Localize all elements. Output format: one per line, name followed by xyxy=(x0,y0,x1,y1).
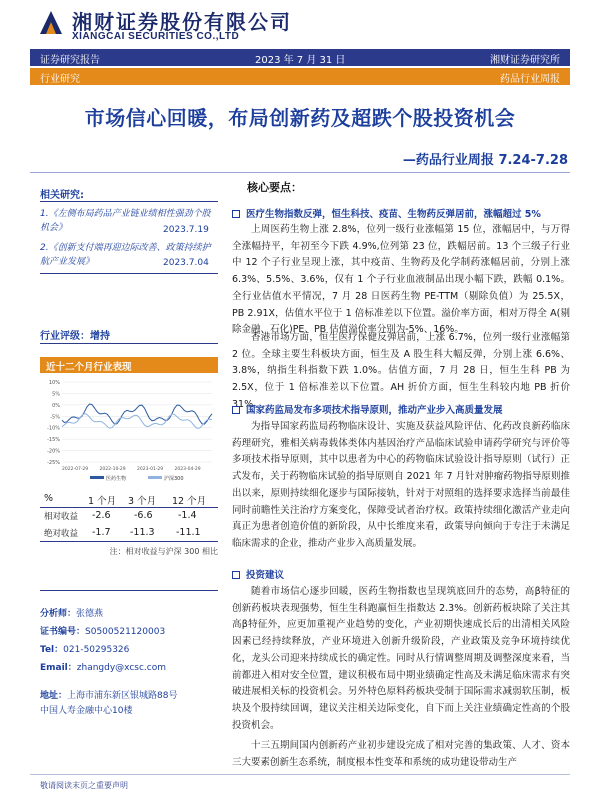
address-line xyxy=(40,688,218,701)
related-date-1: 2023.7.19 xyxy=(163,225,209,235)
email-link[interactable]: zhangdy@xcsc.com xyxy=(76,663,167,673)
related-item-1[interactable]: 1.《左侧布局药品产业链业绩相性强劲个股机会》 xyxy=(40,209,211,233)
performance-table xyxy=(40,491,218,542)
industry-performance-chart xyxy=(40,376,218,484)
header-band-secondary xyxy=(30,68,570,85)
paragraph-3: 为指导国家药监局药物临床设计、实施及获益风险评估、化药改良新药临床药理研究，雅相关病毒载体类体内基因治疗产品临床试验申请药学研究与评价等多项技术指导原则，其中以患者为中心的药物临床试验设计指导原则（试行）正式发布，关于药物临床试验的指导原则自 2021 年 7 月针对肿瘤药物指导原则推出以来，原则持续细化逐步与国际接轨，针对于对照组的选择要求选择当前最佳同时前瞻性关注治疗方案变化，保障受试者治疗权。政策持续细化激活产业走向真正为患者创造价值的新阶段，从中长维度来看，政策导向倾向于专注于未满足临床需求的企业，推动产业步入高质量发展。 xyxy=(232,421,570,549)
email-label: Email： xyxy=(40,663,77,673)
analyst-name-line xyxy=(40,606,218,619)
row-label: 相对收益 xyxy=(44,512,79,522)
address-line-2: 中国人寿金融中心10楼 xyxy=(40,706,133,716)
related-research-heading: 相关研究: xyxy=(40,190,84,201)
y-tick-label: -10% xyxy=(47,425,60,432)
cert-line xyxy=(40,624,218,637)
bullet-title-2: 国家药监局发布多项技术指导原则，推动产业步入高质量发展 xyxy=(246,405,503,416)
paragraph-2: 香港市场方面，恒生医疗保健反弹居前，上涨 6.7%，位列一级行业涨幅第 2 位。全球主要生科板块方面，恒生及 A 股生科大幅反弹，分别上涨 6.6%、3.8%，纳指生科指数下跌 1.0%。估值方面，7 月 28 日，恒生生科 PB 为 2.5X，位于 1 倍标准差以下位置。AH 折价方面，恒生生科较内地 PB 折价 31%。 xyxy=(232,332,570,410)
cert-label: 证书编号： xyxy=(40,627,86,637)
phone-line xyxy=(40,642,218,655)
table-cell: -6.6 xyxy=(134,510,153,521)
table-header: % xyxy=(44,493,54,504)
table-row xyxy=(40,508,218,525)
bullet-heading-2 xyxy=(232,402,503,416)
related-date-2: 2023.7.04 xyxy=(163,258,209,268)
institute-name: 湘财证券研究所 xyxy=(490,55,560,66)
table-cell: -1.7 xyxy=(92,527,111,538)
address-line-1: 上海市浦东新区银城路88号 xyxy=(67,691,178,701)
bullet-title-1: 医疗生物指数反弹，恒生科技、疫苗、生物药反弹居前，涨幅超过 5% xyxy=(246,209,541,220)
table-row xyxy=(40,525,218,542)
x-axis xyxy=(62,466,201,472)
y-tick-label: -20% xyxy=(47,448,60,455)
chart-gridlines xyxy=(62,382,212,462)
related-bottom-divider xyxy=(40,273,218,274)
bullet-heading-1 xyxy=(232,206,541,220)
paragraph-4: 随着市场信心逐步回暖，医药生物指数也呈现筑底回升的态势，高β特征的创新药板块表现强势，恒生生科跑赢恒生指数达 2.3%。创新药板块除了关注其高β特征外，应更加重视产业趋势的变化，产业初期快速成长后的出清相关风险因素已经持续释放，产业环境进入创新升级阶段，产业政策及竞争环境持续优化，龙头公司迎来持续成长的确定性。同时从行情调整周期及调整深度来看，当前都进入相对安全位置，建议积极布局中期业绩确定性高及未满足临床需求有突破进展相关标的投资机会。另外特色原料药板块受制于国际需求减弱软压制，板块及个股持续回调，建议关注相关边际变化，自下而上关注业绩确定性高的个股投资机会。 xyxy=(232,586,570,731)
x-tick-label: 2023-04-29 xyxy=(174,467,201,472)
analyst-divider xyxy=(40,590,218,591)
report-series: 药品行业周报 xyxy=(500,74,560,85)
chart-legend xyxy=(90,475,184,482)
report-subtitle: —药品行业周报 7.24-7.28 xyxy=(402,153,568,168)
series-line-csi300 xyxy=(62,414,212,429)
paragraph-1: 上周医药生物上涨 2.8%，位列一级行业涨幅第 15 位，涨幅居中，与万得全涨幅持平，年初至今下跌 4.9%,位列第 23 位，跌幅居前。13 个三级子行业中 12 个子行业呈现上涨，其中疫苗、生物药及化学制药涨幅居前，分别上涨 6.3%、5.5%、3.6%，仅有 1 个子行业血液制品出现小幅下跌，跌幅 0.1%。全行业估值水平情况，7 月 28 日医药生物 PE-TTM（剔除负值）为 25.5X， PB 2.91X，估值水平位于 1 倍标准差以下位置。溢价率方面，相对万得全 A(剔除金融、石化)PE、PB 估值溢价率分别为-5%、16%。 xyxy=(232,224,570,336)
table-cell: -1.4 xyxy=(178,510,197,521)
phone-number: 021-50295326 xyxy=(63,645,130,655)
y-tick-label: 0% xyxy=(52,402,60,409)
table-header: 1 个月 xyxy=(88,496,117,507)
checkbox-icon xyxy=(232,406,240,414)
analyst-label: 分析师： xyxy=(40,609,77,619)
email-line xyxy=(40,660,218,673)
title-divider xyxy=(30,172,570,173)
table-cell: -2.6 xyxy=(92,510,111,521)
y-axis xyxy=(47,380,60,466)
table-header: 3 个月 xyxy=(128,496,157,507)
header-band-primary xyxy=(30,49,570,66)
legend-label-csi300: 沪深300 xyxy=(164,476,184,482)
company-name-en: XIANGCAI SECURITIES CO.,LTD xyxy=(72,31,240,42)
footer-disclaimer: 敬请阅读末页之重要声明 xyxy=(40,781,128,790)
rating-divider xyxy=(40,343,218,344)
related-item-2[interactable]: 2.《创新支付端再迎边际改善、政策持续护航产业发展》 xyxy=(40,243,211,267)
y-tick-label: -5% xyxy=(50,414,60,421)
address-label: 地址： xyxy=(40,691,68,701)
report-type: 证券研究报告 xyxy=(40,55,100,66)
paragraph-5: 十三五期间国内创新药产业初步建设完成了相对完善的集政策、人才、资本三大要素创新生态系统，制度根本性变革和系统的成功建设带动生产 xyxy=(232,740,570,768)
research-category: 行业研究 xyxy=(40,74,80,85)
footer-divider xyxy=(30,774,570,775)
legend-label-pharma: 医药生物 xyxy=(106,476,127,482)
related-divider xyxy=(40,201,218,202)
company-logo xyxy=(36,8,66,38)
legend-swatch-csi300 xyxy=(148,476,162,479)
core-points-heading: 核心要点： xyxy=(247,181,302,194)
table-cell: -11.3 xyxy=(130,527,155,538)
checkbox-icon xyxy=(232,571,240,579)
report-date: 2023 年 7 月 31 日 xyxy=(255,55,346,66)
checkbox-icon xyxy=(232,210,240,218)
x-tick-label: 2022-10-29 xyxy=(99,467,126,472)
x-tick-label: 2022-07-29 xyxy=(62,467,89,472)
y-tick-label: -15% xyxy=(47,437,60,444)
bullet-title-3: 投资建议 xyxy=(246,570,285,581)
chart-title: 近十二个月行业表现 xyxy=(40,357,218,373)
row-label: 绝对收益 xyxy=(44,529,79,539)
y-tick-label: 10% xyxy=(48,380,60,386)
y-tick-label: 5% xyxy=(52,391,60,398)
legend-swatch-pharma xyxy=(90,476,104,479)
report-title: 市场信心回暖，布局创新药及超跌个股投资机会 xyxy=(84,106,516,130)
x-tick-label: 2023-01-29 xyxy=(137,467,164,472)
table-cell: -11.1 xyxy=(176,527,201,538)
table-header: 12 个月 xyxy=(172,496,207,507)
y-tick-label: -25% xyxy=(47,460,60,466)
bullet-heading-3 xyxy=(232,567,284,581)
table-note: 注：相对收益与沪深 300 相比 xyxy=(109,547,218,556)
company-name-cn: 湘财证券股份有限公司 xyxy=(72,10,292,34)
analyst-name: 张德燕 xyxy=(76,609,104,619)
table-header-row xyxy=(40,491,218,508)
industry-rating: 行业评级：增持 xyxy=(40,331,110,342)
cert-number: S0500521120003 xyxy=(85,627,166,637)
phone-label: Tel： xyxy=(40,645,64,655)
